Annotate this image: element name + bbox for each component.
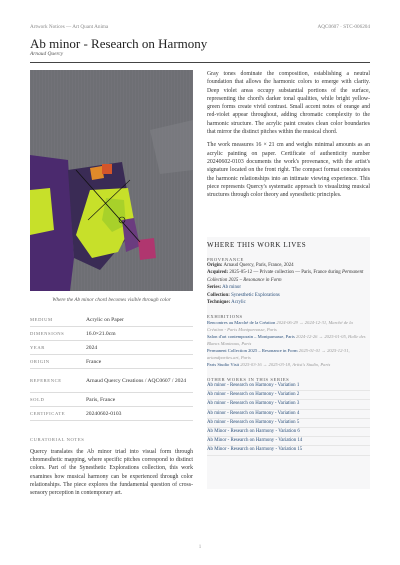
series-label: Series: [207,285,222,291]
other-work-link[interactable]: Ab minor - Research on Harmony - Variation 4 [207,410,370,419]
exhibition-item [207,362,370,369]
panel-title: WHERE THIS WORK LIVES [207,241,307,249]
meta-row-dimensions [30,327,193,341]
header-right: AQC0607 · STC-006204 [317,24,370,30]
header-left: Artwork Notices — Art Quant Anima [30,24,109,30]
other-works-list [207,382,370,456]
meta-value: Arnaud Quercy Creations / AQC0607 / 2024 [86,377,187,384]
other-work-link[interactable]: Ab Minor - Research on Harmony - Variation 14 [207,437,370,446]
exhibition-item [207,320,370,333]
other-work-link[interactable]: Ab Minor - Research on Harmony - Variation 15 [207,446,370,455]
description-paragraph: Gray tones dominate the composition, establishing a neutral foundation that allows the harmonic colors to emerge with clarity. Deep violet areas occupy substantial portions of the surface, representing the chord's darker tonal qualities, while bright yellow-green forms create vivid contrast. Small accent notes of orange and red-violet appear throughout, adding chromatic complexity to the harmonic structure. The acrylic paint creates clean color boundaries that mirror the distinct pitches within the musical chord. [207,71,370,136]
artwork-image [30,70,193,291]
other-work-link[interactable]: Ab minor - Research on Harmony - Variation 5 [207,419,370,428]
meta-key: YEAR [30,345,45,350]
collection-label: Collection: [207,292,230,298]
other-work-link[interactable]: Ab minor - Research on Harmony - Variation 1 [207,382,370,391]
meta-row-year [30,341,193,355]
meta-row-origin [30,355,193,369]
series-line [207,284,370,291]
metadata-table [30,313,193,421]
other-work-link[interactable]: Ab minor - Research on Harmony - Variation 2 [207,391,370,400]
exhibitions-label: EXHIBITIONS [207,314,243,320]
page-number: 1 [198,545,202,550]
meta-value: 16.0×21.0cm [86,330,116,337]
exhibition-date: 2025-01-01 → 2025-12-31, artandparties.art, Paris [207,348,350,360]
exhibition-link[interactable]: Salon d'art contemporain – Montparnasse, Paris [207,334,295,340]
acquired-value: 2025-05-12 — Private collection — Paris, France during [229,270,341,276]
exhibition-item [207,348,370,361]
curatorial-text: Quercy translates the Ab minor triad into visual form through chromesthetic mapping, where specific pitches correspond to distinct colors. Part of the Synesthetic Explorations collection, this work examines how musical harmony can be experienced through color relationships. The piece explores the fundamental question of cross-sensory perception in contemporary art. [30,449,193,497]
meta-value: Paris, France [86,396,116,403]
curatorial-label: CURATORIAL NOTES [30,437,85,442]
meta-row-sold [30,393,193,407]
technique-line [207,299,370,306]
provenance-label: PROVENANCE [207,257,244,262]
orange-accent [90,166,104,180]
meta-key: MEDIUM [30,317,53,322]
artwork-caption: Where the Ab minor chord becomes visible through color [52,297,171,303]
meta-value: Acrylic on Paper [86,316,124,323]
origin-label: Origin: [207,263,223,268]
origin-line [207,262,370,269]
meta-key: SOLD [30,397,45,402]
other-works-label: OTHER WORKS IN THIS SERIES [207,376,290,382]
acquired-collection: Permanent Collection 2025 – Resonance in Form [207,270,364,283]
meta-key: ORIGIN [30,359,50,364]
other-work-link[interactable]: Ab minor - Research on Harmony - Variation 3 [207,400,370,409]
where-this-work-lives-panel [207,237,370,489]
exhibition-link[interactable]: Permanent Collection 2025 – Resonance in Form [207,348,298,354]
meta-key: CERTIFICATE [30,411,66,416]
meta-key: DIMENSIONS [30,331,65,336]
exhibition-link[interactable]: Paris Studio Visit [207,362,240,368]
meta-key: REFERENCE [30,378,62,383]
magenta-accent [138,238,156,260]
technique-label: Technique: [207,300,231,306]
meta-value: France [86,358,102,365]
description-paragraph: The work measures 16 × 21 cm and weighs minimal amounts as an acrylic painting on paper. Certificate of authenticity number 20240602-0103 documents the work's provenance, with the artist's signature located on the front right. The compact format concentrates the harmonic relationships into an intimate viewing experience. This piece represents Quercy's systematic approach to visualizing musical structures through color theory and synesthetic principles. [207,142,370,199]
series-link[interactable]: Ab minor [222,285,241,291]
technique-link[interactable]: Acrylic [231,300,246,306]
artist-name: Arnaud Quercy [30,51,64,57]
page-title: Ab minor - Research on Harmony [30,36,208,51]
collection-link[interactable]: Synesthetic Explorations [231,292,280,298]
acquired-label: Acquired: [207,270,229,276]
red-accent [102,164,112,174]
exhibition-date: 2024-12-26 → 2025-01-05, Halle des Blancs Manteaux, Paris [207,334,366,346]
green-bar-left [30,188,54,235]
artwork-description [207,70,370,199]
exhibition-link[interactable]: Rencontres au Marché de la Création [207,320,276,326]
origin-value: Arnaud Quercy, Paris, France, 2024 [223,263,294,268]
other-work-link[interactable]: Ab Minor - Research on Harmony - Variation 6 [207,428,370,437]
meta-row-reference [30,369,193,393]
exhibition-date: 2024-06-29 → 2024-12-31, Marché de la Création - Paris Montparnasse, Paris [207,320,353,332]
top-bar [30,24,370,34]
meta-value: 2024 [86,344,98,351]
exhibition-date: 2025-03-16 → 2025-03-18, Artist's Studio, Paris [240,362,331,368]
meta-row-certificate [30,407,193,421]
collection-line [207,292,370,299]
artwork-painting [30,70,193,291]
meta-value: 20240602-0103 [86,410,122,417]
title-divider [30,62,370,63]
meta-row-medium [30,313,193,327]
acquired-line [207,269,370,284]
exhibition-item [207,334,370,347]
